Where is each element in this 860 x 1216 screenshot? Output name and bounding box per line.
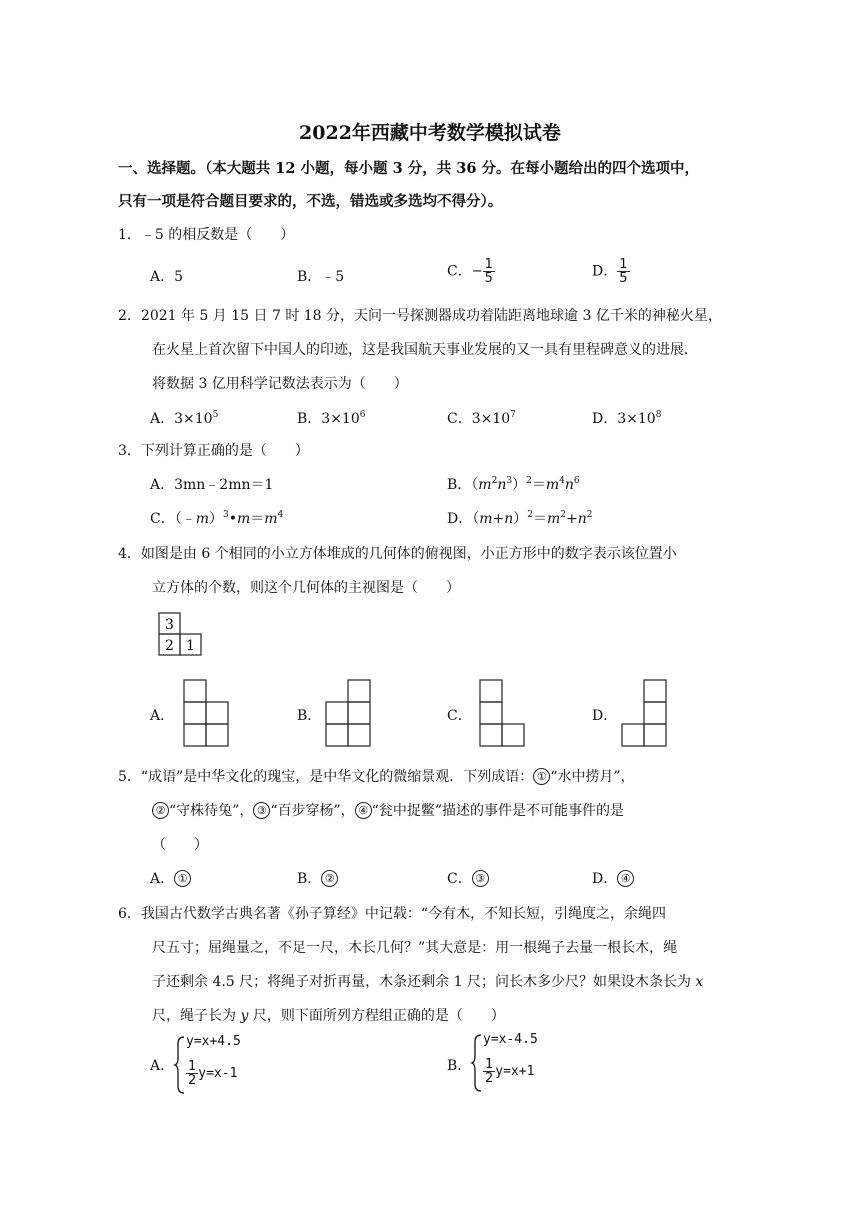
q3-option-c[interactable]: C．$(﹣m)^3•m=m^4$: [150, 510, 284, 527]
q1-d-label: D．: [592, 263, 618, 280]
q1-c-fraction: $\frac{1}{5}$: [484, 257, 493, 286]
q2-option-a[interactable]: A．$3\times 10^5$: [150, 410, 219, 427]
q4-line1: 4．如图是由 6 个相同的小立方体堆成的几何体的俯视图，小正方形中的数字表示该位置小: [118, 546, 677, 562]
q6-option-b[interactable]: B．: [447, 1058, 472, 1074]
q6-line3: 子还剩余 4.5 尺；将绳子对折再量，木条还剩余 1 尺；问长木多少尺？如果设木条长为 x: [152, 974, 704, 990]
q1-option-b[interactable]: B．﹣5: [297, 269, 345, 285]
section-header-line1: 一、选择题。（本大题共 12 小题，每小题 3 分，共 36 分。在每小题给出的四个选项中，: [118, 160, 699, 177]
q2-option-c[interactable]: C．$3\times 10^7$: [447, 410, 516, 427]
q4-option-a[interactable]: A．: [150, 708, 175, 724]
q6-option-a[interactable]: A．: [150, 1058, 175, 1074]
q5-option-d[interactable]: D． ④: [592, 868, 634, 888]
q3-option-a[interactable]: A．3mn﹣2mn＝1: [150, 477, 274, 493]
q3-option-b[interactable]: B．$(m^2n^3)^2=m^4n^6$: [447, 476, 580, 493]
q4-option-b-figure: [325, 679, 371, 747]
q1-option-a[interactable]: A．5: [150, 269, 184, 285]
q4-option-d-figure: [621, 679, 667, 747]
q6-b-brace-icon: [471, 1034, 483, 1092]
q1-c-label: C．: [447, 263, 472, 280]
q6-a-brace-icon: [174, 1036, 186, 1094]
circled-2: ②: [152, 802, 169, 819]
q5-line3: （ ）: [152, 837, 208, 853]
q5-option-a[interactable]: A． ①: [150, 868, 191, 888]
q4-option-c[interactable]: C．: [447, 708, 472, 724]
q6-a-equation-1: y=x+4.5: [186, 1034, 241, 1049]
q5-line2: ② “守株待兔”， ③ “百步穿杨”， ④ “瓮中捉鳖”描述的事件是不可能事件的是: [152, 800, 624, 820]
section-header-line2: 只有一项是符合题目要求的，不选，错选或多选均不得分）。: [118, 193, 503, 210]
q6-a-equation-2: $\frac{1}{2}$ y=x-1: [188, 1059, 238, 1088]
grid-num-bottom-left: 2: [165, 638, 174, 654]
grid-num-bottom-right: 1: [186, 638, 195, 654]
q2-option-b[interactable]: B．$3\times 10^6$: [297, 410, 366, 427]
q1-c-minus: −: [471, 264, 483, 279]
q2-line2: 在火星上首次留下中国人的印迹，这是我国航天事业发展的又一具有里程碑意义的进展．: [152, 342, 698, 358]
q3-option-d[interactable]: D．$(m+n)^2=m^2+n^2$: [447, 510, 593, 527]
q2-option-d[interactable]: D．$3\times 10^8$: [592, 410, 662, 427]
q4-option-d[interactable]: D．: [592, 708, 618, 724]
page-title: 2022年西藏中考数学模拟试卷: [299, 122, 561, 144]
q4-option-b[interactable]: B．: [297, 708, 322, 724]
q5-line1: 5．“成语”是中华文化的瑰宝，是中华文化的微缩景观．下列成语： ① “水中捞月”，: [118, 769, 635, 785]
circled-3: ③: [253, 802, 270, 819]
circled-4: ④: [355, 802, 372, 819]
q2-line1: 2．2021 年 5 月 15 日 7 时 18 分，天问一号探测器成功着陆距离地球逾 3 亿千米的神秘火星，: [118, 308, 722, 324]
q4-top-view-grid: [158, 612, 208, 658]
q4-option-a-figure: [183, 679, 229, 747]
q1-d-fraction: $\frac{1}{5}$: [619, 257, 628, 286]
q5-option-c[interactable]: C． ③: [447, 868, 489, 888]
q6-a-half: $\frac{1}{2}$: [188, 1059, 197, 1088]
q5-option-b[interactable]: B． ②: [297, 868, 338, 888]
q2-line3: 将数据 3 亿用科学记数法表示为（ ）: [152, 376, 408, 392]
q6-line2: 尺五寸；屈绳量之，不足一尺，木长几何？”其大意是：用一根绳子去量一根长木，绳: [152, 940, 678, 956]
q6-line1: 6．我国古代数学古典名著《孙子算经》中记载：“今有木，不知长短，引绳度之，余绳四: [118, 906, 667, 922]
q1-option-c[interactable]: [447, 258, 495, 285]
grid-num-top: 3: [165, 617, 174, 633]
q1-option-d[interactable]: [592, 258, 630, 285]
q6-b-equation-1: y=x-4.5: [483, 1032, 538, 1047]
q1-stem: 1．﹣5 的相反数是（ ）: [118, 227, 295, 243]
q4-option-c-figure: [479, 679, 525, 747]
circled-1: ①: [533, 768, 550, 785]
q4-line2: 立方体的个数，则这个几何体的主视图是（ ）: [152, 580, 460, 596]
q6-b-equation-2: $\frac{1}{2}$ y=x+1: [485, 1057, 535, 1086]
q6-line4: 尺，绳子长为 y 尺，则下面所列方程组正确的是（ ）: [152, 1008, 505, 1024]
q6-b-half: $\frac{1}{2}$: [485, 1057, 494, 1086]
q3-stem: 3．下列计算正确的是（ ）: [118, 443, 309, 459]
